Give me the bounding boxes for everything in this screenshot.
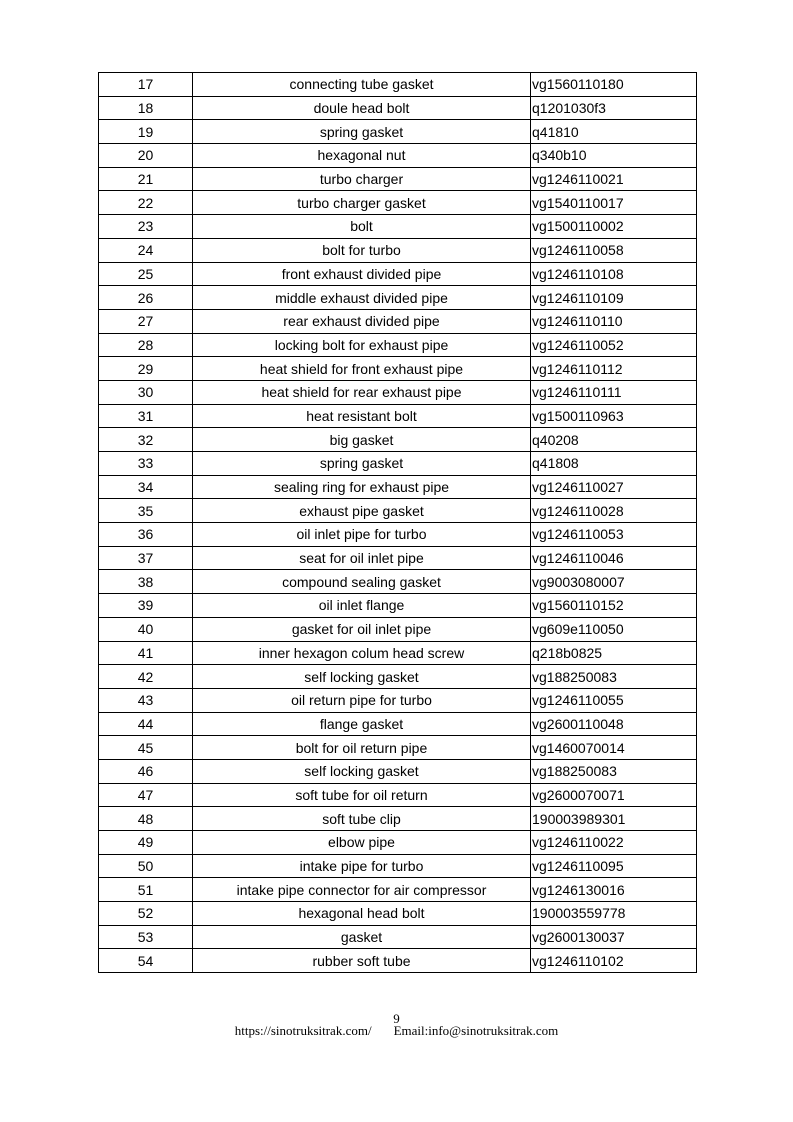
row-number-cell: 50 [99, 854, 193, 878]
part-code-cell: vg1460070014 [531, 736, 697, 760]
footer-website: https://sinotruksitrak.com/ [234, 1023, 372, 1038]
row-number-cell: 30 [99, 380, 193, 404]
row-number-cell: 22 [99, 191, 193, 215]
part-name-cell: elbow pipe [193, 831, 531, 855]
part-code-cell: vg1560110180 [531, 73, 697, 97]
table-row [99, 215, 697, 239]
table-row [99, 380, 697, 404]
row-number-cell: 35 [99, 499, 193, 523]
part-name-cell: self locking gasket [193, 759, 531, 783]
part-code-cell: vg188250083 [531, 665, 697, 689]
row-number-cell: 24 [99, 238, 193, 262]
part-name-cell: soft tube clip [193, 807, 531, 831]
part-name-cell: sealing ring for exhaust pipe [193, 475, 531, 499]
part-code-cell: vg1500110963 [531, 404, 697, 428]
table-row [99, 736, 697, 760]
part-name-cell: intake pipe for turbo [193, 854, 531, 878]
table-row [99, 404, 697, 428]
part-name-cell: middle exhaust divided pipe [193, 286, 531, 310]
part-name-cell: intake pipe connector for air compressor [193, 878, 531, 902]
table-row [99, 262, 697, 286]
part-code-cell: vg1246110058 [531, 238, 697, 262]
page-number: 9 [393, 1011, 400, 1026]
part-name-cell: oil inlet pipe for turbo [193, 523, 531, 547]
table-row [99, 925, 697, 949]
parts-table [98, 72, 697, 973]
row-number-cell: 21 [99, 167, 193, 191]
table-row [99, 96, 697, 120]
table-row [99, 499, 697, 523]
part-code-cell: vg1246110109 [531, 286, 697, 310]
row-number-cell: 37 [99, 546, 193, 570]
part-name-cell: flange gasket [193, 712, 531, 736]
part-code-cell: vg609e110050 [531, 617, 697, 641]
part-name-cell: turbo charger gasket [193, 191, 531, 215]
row-number-cell: 41 [99, 641, 193, 665]
part-name-cell: turbo charger [193, 167, 531, 191]
row-number-cell: 48 [99, 807, 193, 831]
row-number-cell: 38 [99, 570, 193, 594]
part-name-cell: exhaust pipe gasket [193, 499, 531, 523]
part-name-cell: hexagonal head bolt [193, 902, 531, 926]
row-number-cell: 17 [99, 73, 193, 97]
row-number-cell: 52 [99, 902, 193, 926]
part-code-cell: 190003559778 [531, 902, 697, 926]
part-name-cell: gasket [193, 925, 531, 949]
part-code-cell: vg2600130037 [531, 925, 697, 949]
part-code-cell: vg1560110152 [531, 594, 697, 618]
part-code-cell: vg1246110053 [531, 523, 697, 547]
part-code-cell: 190003989301 [531, 807, 697, 831]
table-row [99, 546, 697, 570]
table-row [99, 854, 697, 878]
part-name-cell: front exhaust divided pipe [193, 262, 531, 286]
row-number-cell: 40 [99, 617, 193, 641]
part-code-cell: vg1246110052 [531, 333, 697, 357]
part-name-cell: locking bolt for exhaust pipe [193, 333, 531, 357]
parts-table-body [99, 73, 697, 973]
table-row [99, 167, 697, 191]
part-code-cell: vg1540110017 [531, 191, 697, 215]
table-row [99, 191, 697, 215]
table-row [99, 949, 697, 973]
part-name-cell: oil inlet flange [193, 594, 531, 618]
row-number-cell: 49 [99, 831, 193, 855]
part-name-cell: spring gasket [193, 120, 531, 144]
part-name-cell: gasket for oil inlet pipe [193, 617, 531, 641]
part-code-cell: vg1500110002 [531, 215, 697, 239]
part-code-cell: q218b0825 [531, 641, 697, 665]
row-number-cell: 34 [99, 475, 193, 499]
part-code-cell: vg1246110027 [531, 475, 697, 499]
table-row [99, 73, 697, 97]
part-code-cell: vg2600110048 [531, 712, 697, 736]
row-number-cell: 46 [99, 759, 193, 783]
part-code-cell: vg2600070071 [531, 783, 697, 807]
part-name-cell: inner hexagon colum head screw [193, 641, 531, 665]
part-name-cell: self locking gasket [193, 665, 531, 689]
part-code-cell: vg9003080007 [531, 570, 697, 594]
table-row [99, 688, 697, 712]
row-number-cell: 29 [99, 357, 193, 381]
part-name-cell: connecting tube gasket [193, 73, 531, 97]
part-code-cell: vg1246110112 [531, 357, 697, 381]
part-code-cell: vg1246110055 [531, 688, 697, 712]
part-code-cell: vg1246110102 [531, 949, 697, 973]
row-number-cell: 44 [99, 712, 193, 736]
part-code-cell: vg1246110021 [531, 167, 697, 191]
row-number-cell: 42 [99, 665, 193, 689]
part-name-cell: bolt for turbo [193, 238, 531, 262]
table-row [99, 309, 697, 333]
row-number-cell: 19 [99, 120, 193, 144]
row-number-cell: 39 [99, 594, 193, 618]
row-number-cell: 47 [99, 783, 193, 807]
part-name-cell: oil return pipe for turbo [193, 688, 531, 712]
row-number-cell: 45 [99, 736, 193, 760]
table-row [99, 712, 697, 736]
row-number-cell: 27 [99, 309, 193, 333]
row-number-cell: 43 [99, 688, 193, 712]
part-code-cell: vg188250083 [531, 759, 697, 783]
part-code-cell: vg1246110110 [531, 309, 697, 333]
table-row [99, 617, 697, 641]
row-number-cell: 51 [99, 878, 193, 902]
row-number-cell: 33 [99, 452, 193, 476]
part-code-cell: vg1246110111 [531, 380, 697, 404]
table-row [99, 665, 697, 689]
part-name-cell: heat resistant bolt [193, 404, 531, 428]
table-row [99, 902, 697, 926]
part-code-cell: vg1246110046 [531, 546, 697, 570]
table-row [99, 783, 697, 807]
footer-email: Email:info@sinotruksitrak.com [393, 1023, 559, 1038]
table-row [99, 238, 697, 262]
table-row [99, 759, 697, 783]
table-row [99, 475, 697, 499]
part-code-cell: vg1246110095 [531, 854, 697, 878]
part-name-cell: hexagonal nut [193, 144, 531, 168]
part-code-cell: q41810 [531, 120, 697, 144]
table-row [99, 428, 697, 452]
part-code-cell: vg1246110108 [531, 262, 697, 286]
part-code-cell: q41808 [531, 452, 697, 476]
part-name-cell: bolt for oil return pipe [193, 736, 531, 760]
row-number-cell: 25 [99, 262, 193, 286]
part-code-cell: q40208 [531, 428, 697, 452]
part-name-cell: rubber soft tube [193, 949, 531, 973]
row-number-cell: 28 [99, 333, 193, 357]
table-row [99, 807, 697, 831]
part-code-cell: vg1246130016 [531, 878, 697, 902]
table-row [99, 570, 697, 594]
part-code-cell: q340b10 [531, 144, 697, 168]
part-code-cell: vg1246110028 [531, 499, 697, 523]
table-row [99, 120, 697, 144]
part-code-cell: q1201030f3 [531, 96, 697, 120]
table-row [99, 878, 697, 902]
part-name-cell: compound sealing gasket [193, 570, 531, 594]
row-number-cell: 53 [99, 925, 193, 949]
row-number-cell: 31 [99, 404, 193, 428]
part-name-cell: heat shield for rear exhaust pipe [193, 380, 531, 404]
table-row [99, 641, 697, 665]
table-row [99, 333, 697, 357]
row-number-cell: 32 [99, 428, 193, 452]
row-number-cell: 18 [99, 96, 193, 120]
part-code-cell: vg1246110022 [531, 831, 697, 855]
table-row [99, 452, 697, 476]
part-name-cell: heat shield for front exhaust pipe [193, 357, 531, 381]
part-name-cell: big gasket [193, 428, 531, 452]
footer-contact [0, 1023, 793, 1039]
part-name-cell: bolt [193, 215, 531, 239]
row-number-cell: 23 [99, 215, 193, 239]
table-row [99, 831, 697, 855]
table-row [99, 357, 697, 381]
table-row [99, 523, 697, 547]
row-number-cell: 26 [99, 286, 193, 310]
table-row [99, 286, 697, 310]
table-row [99, 144, 697, 168]
part-name-cell: rear exhaust divided pipe [193, 309, 531, 333]
part-name-cell: soft tube for oil return [193, 783, 531, 807]
row-number-cell: 36 [99, 523, 193, 547]
row-number-cell: 54 [99, 949, 193, 973]
part-name-cell: spring gasket [193, 452, 531, 476]
part-name-cell: seat for oil inlet pipe [193, 546, 531, 570]
part-name-cell: doule head bolt [193, 96, 531, 120]
row-number-cell: 20 [99, 144, 193, 168]
table-row [99, 594, 697, 618]
